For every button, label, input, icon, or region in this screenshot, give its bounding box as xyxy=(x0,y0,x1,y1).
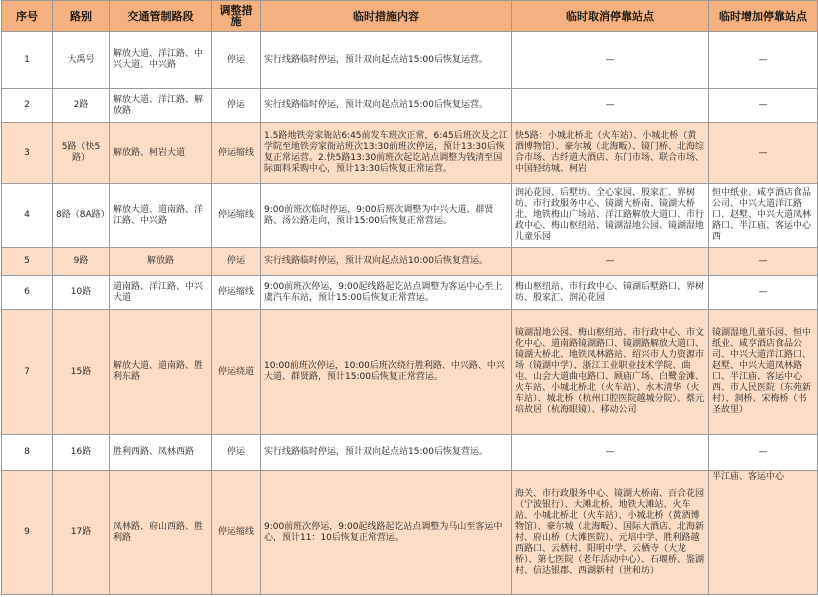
row-cancel-stops: 快5路：小城北桥北（火车站）、小城北桥（黄酒博物馆）、豪尔城（北海畈）、镜门桥、北海综合市场、古纤道大酒店、东门市场、联合市场、中国轻纺城、柯岩 xyxy=(512,123,709,184)
row-cancel-stops: 海关、市行政服务中心、镜湖大桥南、百合花园（宁波银行）、大滩北桥、地铁大滩站、火车站、小城北桥北（火车站）、小城北桥（黄酒博物馆）、豪尔城（北海畈）、国际大酒店、北海新村、府山桥（大滩医院）、元培中学、胜利路越西路口、云栖村、阳明中学、云栖寺（大龙桥）、第七医院（老年活动中心）、石堰桥、鉴湖村、信达银郡、西湖新村（世和坊） xyxy=(512,471,709,595)
row-add-stops: 恒中纸业、咸亨酒店食品公司、中兴大道洋江路口、赵墅、中兴大道凤林路口、半江庙、客运中心西 xyxy=(709,184,818,248)
row-cancel-stops: 镜湖湿地公园、梅山枢纽站、市行政中心、市文化中心、道南路镜湖路口、镜湖路解放大道口、镜湖大桥北、地铁凤林路站、绍兴市人力资源市场（镜湖中学）、浙江工业职业技术学院、曲屯、山会大道曲屯路口、顾庙广场、白鹭金滩、火车站、小城北桥北（火车站）、水木清华（火车站）、城北桥（杭州口腔医院越城分院）、蔡元培故居（杭海眼镜）、移动公司 xyxy=(512,310,709,435)
row-add-stops: — xyxy=(709,435,818,471)
row-route: 17路 xyxy=(53,471,110,595)
row-roads: 解放大道、洋江路、解放路 xyxy=(110,89,212,123)
row-add-stops: — xyxy=(709,123,818,184)
row-roads: 凤林路、府山西路、胜利路 xyxy=(110,471,212,595)
table-row xyxy=(2,310,818,435)
traffic-control-table xyxy=(1,0,818,595)
row-measure: 停运 xyxy=(212,89,261,123)
row-content: 10:00前班次停运，10:00后班次绕行胜利路、中兴路、中兴大道、群贤路，预计15:00后恢复正常营运。 xyxy=(261,310,512,435)
row-cancel-stops: 梅山枢纽站、市行政中心、镜湖后墅路口、界树坊、殷家汇、润沁花园 xyxy=(512,276,709,310)
header-add-stops: 临时增加停靠站点 xyxy=(709,1,818,32)
row-route: 大禹号 xyxy=(53,32,110,89)
row-measure: 停运缩线 xyxy=(212,276,261,310)
row-add-stops: 半江庙、客运中心 xyxy=(709,471,818,595)
row-route: 15路 xyxy=(53,310,110,435)
row-no: 8 xyxy=(2,435,53,471)
row-content: 实行线路临时停运，预计双向起点站15:00后恢复营运。 xyxy=(261,435,512,471)
table-row xyxy=(2,123,818,184)
row-cancel-stops: — xyxy=(512,89,709,123)
table-row xyxy=(2,184,818,248)
row-measure: 停运缩线 xyxy=(212,184,261,248)
table-row xyxy=(2,276,818,310)
row-measure: 停运缩线 xyxy=(212,123,261,184)
header-route: 路别 xyxy=(53,1,110,32)
row-roads: 道南路、洋江路、中兴大道 xyxy=(110,276,212,310)
header-no: 序号 xyxy=(2,1,53,32)
row-content: 实行线路临时停运，预计双向起点站10:00后恢复营运。 xyxy=(261,248,512,276)
header-cancel-stops: 临时取消停靠站点 xyxy=(512,1,709,32)
row-measure: 停运 xyxy=(212,32,261,89)
row-roads: 解放大道、道南路、胜利东路 xyxy=(110,310,212,435)
header-roads: 交通管制路段 xyxy=(110,1,212,32)
header-content: 临时措施内容 xyxy=(261,1,512,32)
row-add-stops: — xyxy=(709,89,818,123)
row-no: 9 xyxy=(2,471,53,595)
table-row xyxy=(2,32,818,89)
row-add-stops: — xyxy=(709,276,818,310)
row-measure: 停运 xyxy=(212,248,261,276)
row-content: 实行线路临时停运，预计双向起点站15:00后恢复运营。 xyxy=(261,32,512,89)
row-cancel-stops: — xyxy=(512,248,709,276)
row-route: 9路 xyxy=(53,248,110,276)
row-content: 9:00前班次临时停运，9:00后班次调整为中兴大道、群贤路、汤公路走向，预计15:00后恢复正常营运。 xyxy=(261,184,512,248)
row-cancel-stops: — xyxy=(512,435,709,471)
row-measure: 停运绕道 xyxy=(212,310,261,435)
row-roads: 胜利西路、凤林西路 xyxy=(110,435,212,471)
row-measure: 停运缩线 xyxy=(212,471,261,595)
header-row xyxy=(2,1,818,32)
table-row xyxy=(2,471,818,595)
row-add-stops: 镜湖湿地儿童乐园、恒中纸业、咸亨酒店食品公司、中兴大道洋江路口、赵墅、中兴大道凤林路口、半江庙、客运中心西、市人民医院（东苑新村）、洞桥、宋梅桥（书圣故里） xyxy=(709,310,818,435)
row-no: 2 xyxy=(2,89,53,123)
row-no: 5 xyxy=(2,248,53,276)
row-route: 5路（快5路） xyxy=(53,123,110,184)
row-measure: 停运 xyxy=(212,435,261,471)
row-no: 1 xyxy=(2,32,53,89)
row-content: 实行线路临时停运，预计双向起点站15:00后恢复运营。 xyxy=(261,89,512,123)
row-roads: 解放大道、道南路、洋江路、中兴路 xyxy=(110,184,212,248)
row-roads: 解放路、柯岩大道 xyxy=(110,123,212,184)
table-row xyxy=(2,89,818,123)
table-row xyxy=(2,435,818,471)
row-roads: 解放路 xyxy=(110,248,212,276)
row-add-stops: — xyxy=(709,32,818,89)
row-content: 9:00前班次停运，9:00起线路起讫站点调整为客运中心至上虞汽车东站，预计15:00后恢复正常营运。 xyxy=(261,276,512,310)
row-route: 2路 xyxy=(53,89,110,123)
row-route: 16路 xyxy=(53,435,110,471)
row-no: 4 xyxy=(2,184,53,248)
row-content: 1.5路地铁旁家衙站6:45前发车班次正常，6:45后班次及之江学院至地铁旁家衙站班次13:30前班次停运，预计13:30后恢复正常运营。2.快5路13:30前班次起讫站点调整为钱清至国际面料采购中心，预计13:30后恢复正常运营。 xyxy=(261,123,512,184)
row-no: 3 xyxy=(2,123,53,184)
row-content: 9:00前班次停运，9:00起线路起讫站点调整为马山至客运中心，预计11：10后恢复正常营运。 xyxy=(261,471,512,595)
row-route: 10路 xyxy=(53,276,110,310)
table-row xyxy=(2,248,818,276)
row-cancel-stops: 润沁花园、后墅坊、全心家园、殷家汇、界树坊、市行政服务中心、镜湖大桥南、镜湖大桥北、地铁梅山广场站、洋江路解放大道口、市行政中心、梅山枢纽站、镜湖湿地公园、镜湖湿地儿童乐园 xyxy=(512,184,709,248)
row-no: 7 xyxy=(2,310,53,435)
row-add-stops: — xyxy=(709,248,818,276)
row-cancel-stops: — xyxy=(512,32,709,89)
row-no: 6 xyxy=(2,276,53,310)
row-route: 8路（8A路） xyxy=(53,184,110,248)
header-measure: 调整措施 xyxy=(212,1,261,32)
row-roads: 解放大道、洋江路、中兴大道、中兴路 xyxy=(110,32,212,89)
